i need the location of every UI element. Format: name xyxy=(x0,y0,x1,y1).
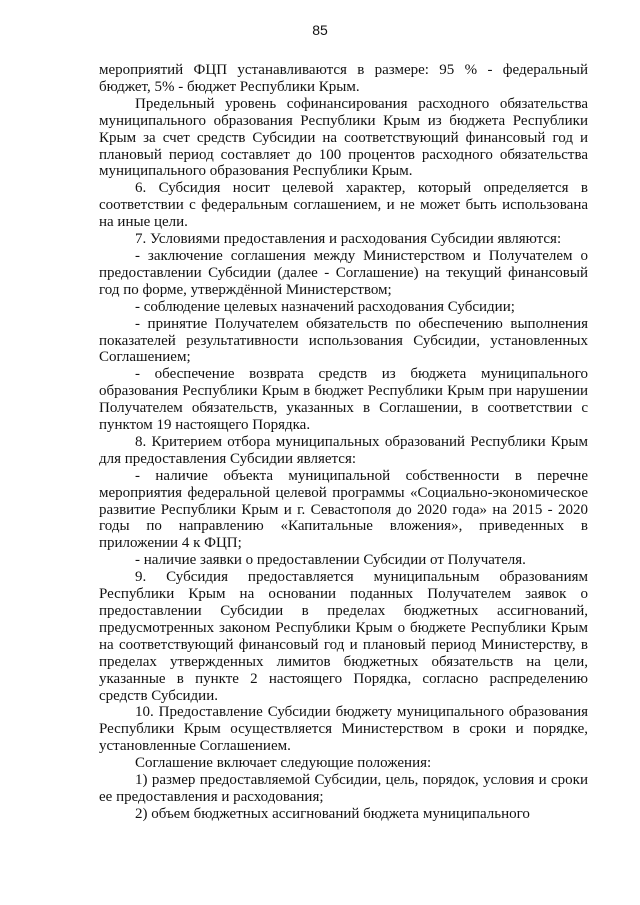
list-item-refund: - обеспечение возврата средств из бюджета муниципального образования Республики Крым в бюджет Республики Крым при нарушении Получателем обязательств, указанных в Соглашении, в соответствии с пунктом 19 настоящего Порядка. xyxy=(99,366,588,434)
paragraph-item-10: 10. Предоставление Субсидии бюджету муниципального образования Республики Крым осуществляется Министерством в сроки и порядке, установленные Соглашением. xyxy=(99,704,588,755)
paragraph-cofinancing-limit: Предельный уровень софинансирования расходного обязательства муниципального образования Республики Крым из бюджета Республики Крым за счет средств Субсидии на соответствующий финансовый год и плановый период составляет до 100 процентов расходного обязательства муниципального образования Республики Крым. xyxy=(99,95,588,180)
paragraph-agreement-provisions: Соглашение включает следующие положения: xyxy=(135,755,432,772)
list-item-provision-2: 2) объем бюджетных ассигнований бюджета муниципального xyxy=(135,805,530,822)
list-item-target-use: - соблюдение целевых назначений расходования Субсидии; xyxy=(135,298,515,315)
paragraph-item-8: 8. Критерием отбора муниципальных образований Республики Крым для предоставления Субсидии является: xyxy=(99,433,588,467)
list-item-agreement: - заключение соглашения между Министерством и Получателем о предоставлении Субсидии (далее - Соглашение) на текущий финансовый год по форме, утверждённой Министерством; xyxy=(99,247,588,298)
paragraph-item-6: 6. Субсидия носит целевой характер, который определяется в соответствии с федеральным соглашением, и не может быть использована на иные цели. xyxy=(99,180,588,231)
list-item-provision-1: 1) размер предоставляемой Субсидии, цель, порядок, условия и сроки ее предоставления и расходования; xyxy=(99,772,588,805)
page-number: 85 xyxy=(312,22,328,38)
list-item-obligations: - принятие Получателем обязательств по обеспечению выполнения показателей результативности использования Субсидии, установленных Соглашением; xyxy=(99,315,588,366)
document-body xyxy=(99,62,588,823)
list-item-application: - наличие заявки о предоставлении Субсидии от Получателя. xyxy=(135,552,526,569)
paragraph-item-9: 9. Субсидия предоставляется муниципальным образованиям Республики Крым на основании поданных Получателем заявок о предоставлении Субсидии в пределах бюджетных ассигнований, предусмотренных законом Республики Крым о бюджете Республики Крым на соответствующий финансовый год и плановый период Министерству, в пределах утвержденных лимитов бюджетных обязательств на цели, указанные в пункте 2 настоящего Порядка, согласно распределению средств Субсидии. xyxy=(99,569,588,704)
list-item-object: - наличие объекта муниципальной собственности в перечне мероприятия федеральной целевой программы «Социально-экономическое развитие Республики Крым и г. Севастополя до 2020 года» на 2015 - 2020 годы по направлению «Капитальные вложения», приведенных в приложении 4 к ФЦП; xyxy=(99,467,588,552)
paragraph-continuation: мероприятий ФЦП устанавливаются в размере: 95 % - федеральный бюджет, 5% - бюджет Республики Крым. xyxy=(99,62,588,95)
paragraph-item-7: 7. Условиями предоставления и расходования Субсидии являются: xyxy=(135,231,562,248)
